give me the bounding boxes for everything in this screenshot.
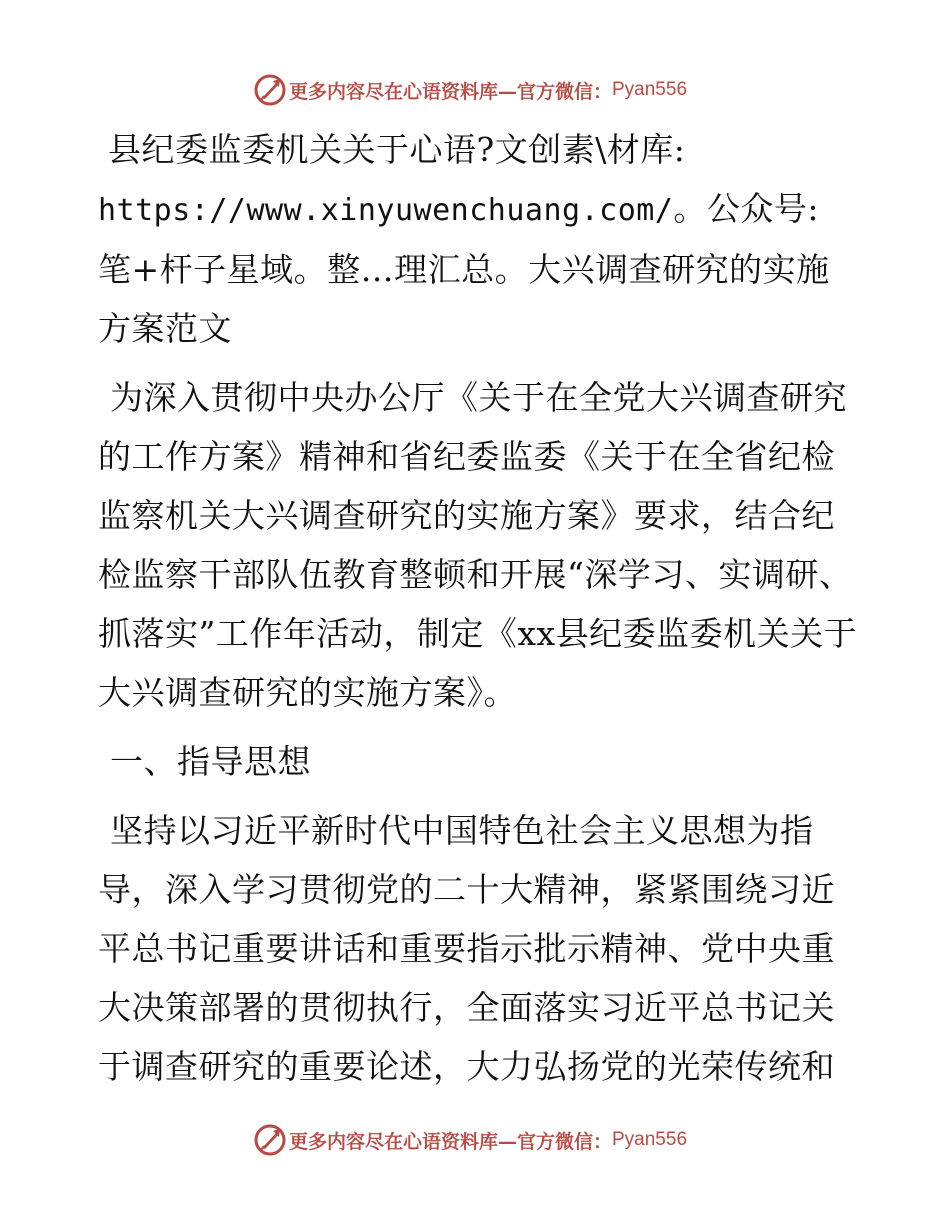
banner-inner <box>253 1123 687 1157</box>
section-heading-1: 一、指导思想 <box>110 742 311 781</box>
intro-url: https://www.xinyuwenchuang.com/ <box>98 193 674 228</box>
feather-pen-logo-icon <box>253 1123 287 1157</box>
feather-pen-logo-icon <box>253 73 287 107</box>
footer-watermark-banner <box>0 1120 950 1160</box>
banner-wechat-id: Pyan556 <box>612 1129 688 1150</box>
intro-paragraph <box>98 120 858 358</box>
banner-text: 更多内容尽在心语资料库—官方微信： <box>288 80 612 103</box>
intro-text-part2: 。公众号: 笔+杆子星域。整…理汇总。大兴调查研究的实施方案范文 <box>98 189 830 348</box>
banner-wechat-id: Pyan556 <box>612 79 688 100</box>
body-paragraph-2: 坚持以习近平新时代中国特色社会主义思想为指导，深入学习贯彻党的二十大精神，紧紧围绕习近平总书记重要讲话和重要指示批示精神、党中央重大决策部署的贯彻执行，全面落实习近平总书记关于调查研究的重要论述，大力弘扬党的光荣传统和 <box>98 811 835 1086</box>
banner-text: 更多内容尽在心语资料库—官方微信： <box>288 1130 612 1153</box>
body-paragraph-1: 为深入贯彻中央办公厅《关于在全党大兴调查研究的工作方案》精神和省纪委监委《关于在全省纪检监察机关大兴调查研究的实施方案》要求，结合纪检监察干部队伍教育整顿和开展“深学习、实调研、抓落实”工作年活动，制定《xx县纪委监委机关关于大兴调查研究的实施方案》。 <box>98 378 858 712</box>
banner-inner <box>253 73 687 107</box>
document-content <box>98 120 858 1096</box>
header-watermark-banner <box>0 70 950 110</box>
intro-text-part1: 县纪委监委机关关于心语?文创素\材库: <box>108 130 686 169</box>
